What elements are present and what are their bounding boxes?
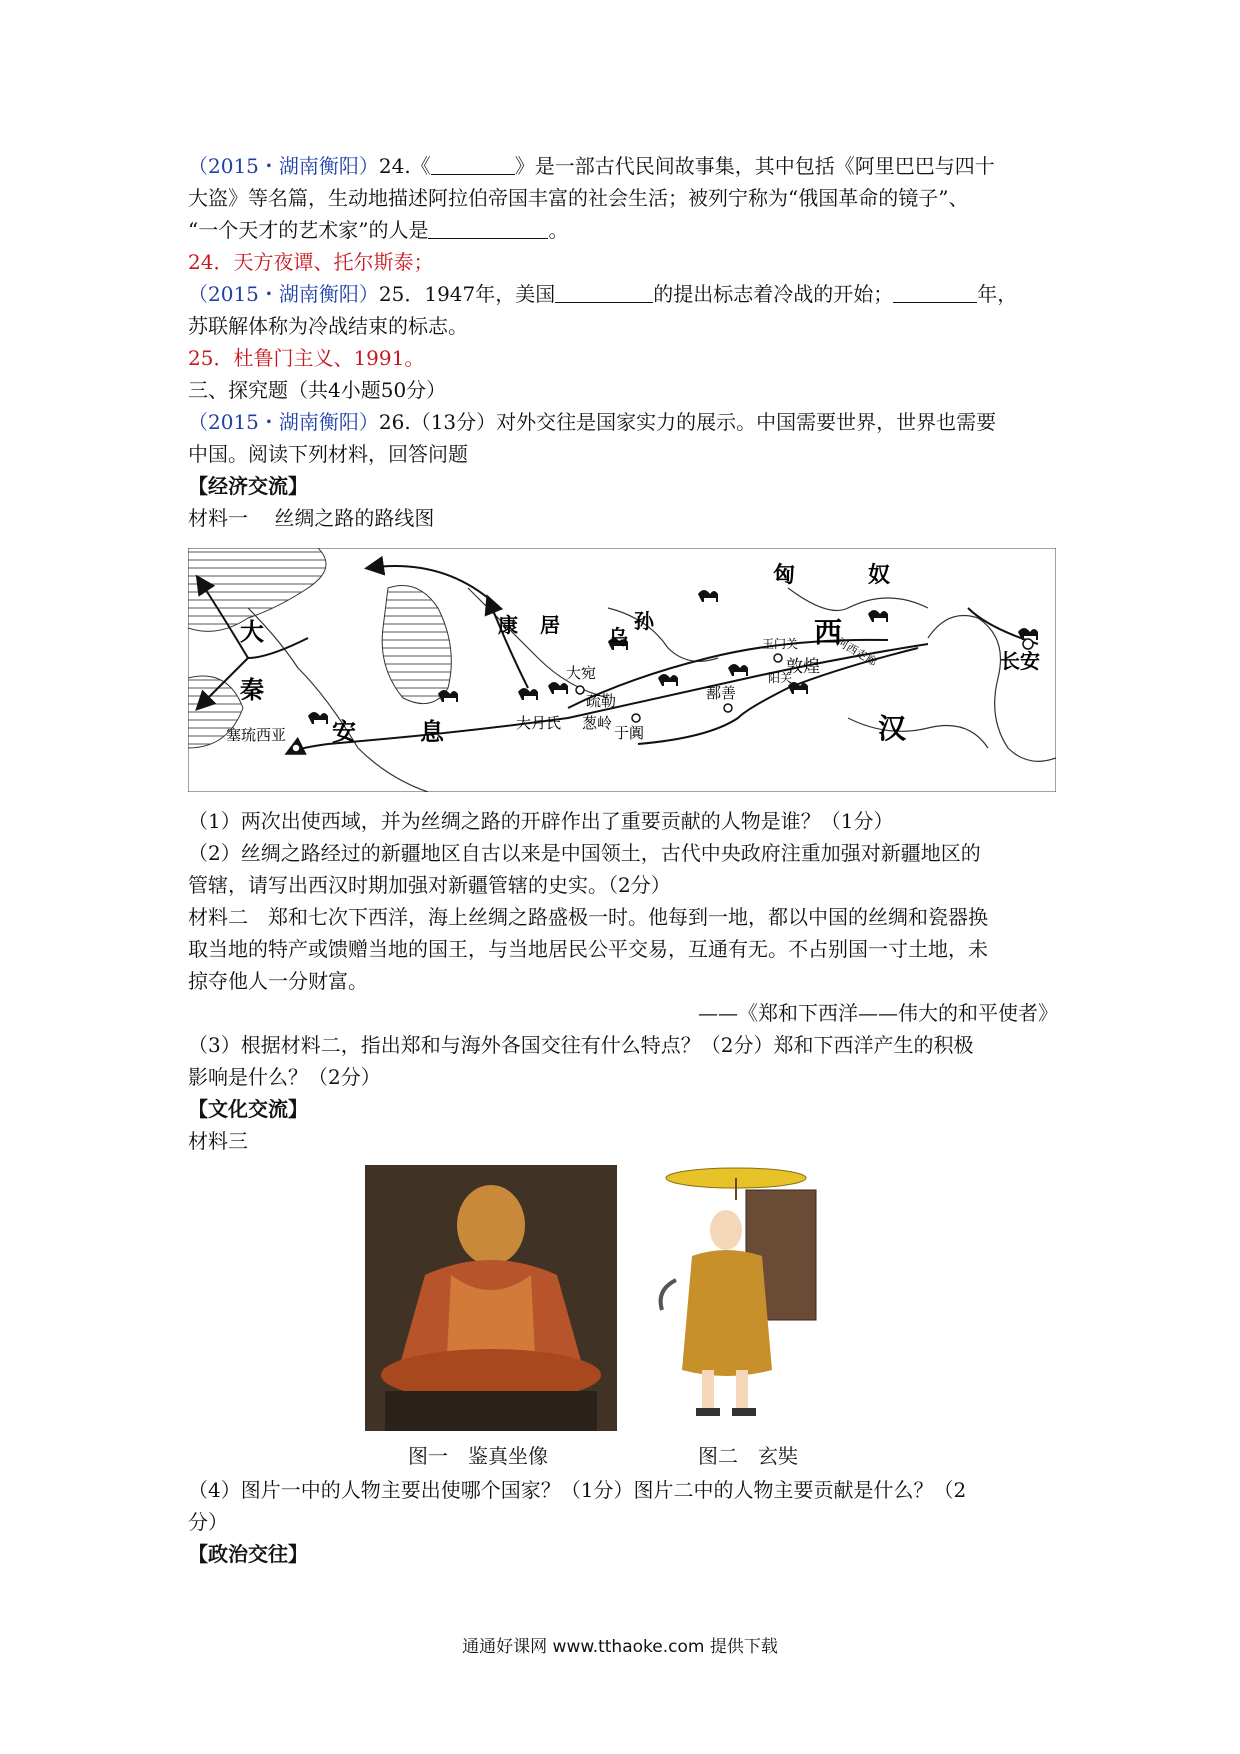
culture-heading: 【文化交流】: [188, 1097, 308, 1121]
q26-source: （2015・湖南衡阳）: [188, 410, 379, 434]
material2-line2: 取当地的特产或馈赠当地的国王，与当地居民公平交易，互通有无。不占别国一寸土地，未: [188, 937, 988, 961]
figure1-caption: 图一 鉴真坐像: [408, 1444, 548, 1468]
sub-question-3-line1: （3）根据材料二，指出郑和与海外各国交往有什么特点？（2分）郑和下西洋产生的积极: [188, 1033, 974, 1057]
q26-line1: [188, 406, 1058, 438]
q24-answer: 24．天方夜谭、托尔斯泰；: [188, 250, 434, 274]
figure2-caption: 图二 玄奘: [698, 1444, 798, 1468]
q24-source: （2015・湖南衡阳）: [188, 154, 379, 178]
q24-text-b: 》是一部古代民间故事集，其中包括《阿里巴巴与四十: [514, 154, 995, 178]
map-label-dunhuang: 敦煌: [786, 657, 820, 677]
q24-line2: 大盗》等名篇，生动地描述阿拉伯帝国丰富的社会生活；被列宁称为“俄国革命的镜子”、: [188, 186, 969, 210]
econ-heading: 【经济交流】: [188, 474, 308, 498]
q25-line2: 苏联解体称为冷战结束的标志。: [188, 314, 468, 338]
politics-heading: 【政治交往】: [188, 1542, 308, 1566]
q25-answer: 25．杜鲁门主义、1991。: [188, 346, 425, 370]
q24-line1: [188, 150, 1058, 182]
map-label-shule: 疏勒: [586, 692, 617, 710]
q25-blank1[interactable]: [555, 280, 653, 303]
q24-text-d: 。: [548, 218, 569, 242]
q24-blank1[interactable]: [431, 152, 515, 175]
material2-line1: 材料二 郑和七次下西洋，海上丝绸之路盛极一时。他每到一地，都以中国的丝绸和瓷器换: [188, 905, 988, 929]
map-label-congling: 葱岭: [582, 714, 613, 732]
sub-question-1: （1）两次出使西域，并为丝绸之路的开辟作出了重要贡献的人物是谁？（1分）: [188, 809, 894, 833]
map-label-xiongnu-1: 匈: [773, 563, 796, 588]
map-label-dawan: 大宛: [566, 664, 597, 682]
q25-text-a: 25．1947年，美国: [378, 282, 556, 306]
sub-question-2-line2: 管辖，请写出西汉时期加强对新疆管辖的史实。（2分）: [188, 873, 671, 897]
xuanzang-image: [626, 1160, 868, 1430]
map-label-changan: 长安: [1000, 649, 1040, 673]
map-label-yutian: 于阗: [614, 724, 645, 742]
material3-title: 材料三: [188, 1129, 248, 1153]
map-label-yumenguan: 玉门关: [762, 637, 799, 651]
map-label-qin: 秦: [240, 676, 264, 704]
map-label-hexi: 河西走廊: [834, 635, 880, 669]
q24-blank2[interactable]: [428, 216, 548, 239]
q26-text-a: 26.（13分）对外交往是国家实力的展示。中国需要世界，世界也需要: [378, 410, 997, 434]
sub-question-2-line1: （2）丝绸之路经过的新疆地区自古以来是中国领土，古代中央政府注重加强对新疆地区的: [188, 841, 981, 865]
map-label-anxi-2: 息: [420, 718, 444, 746]
footer-download-note: 通通好课网 www.tthaoke.com 提供下载: [462, 1637, 778, 1657]
map-label-dayuezhi: 大月氏: [516, 714, 562, 732]
sub-question-3-line2: 影响是什么？（2分）: [188, 1065, 381, 1089]
map-label-kangju-1: 康: [498, 613, 518, 637]
map-label-shanshan: 鄯善: [706, 684, 737, 702]
q25-text-c: 年，: [977, 282, 1018, 306]
q24-line3: [188, 214, 1058, 246]
map-label-han: 汉: [878, 712, 907, 745]
q25-blank2[interactable]: [893, 280, 977, 303]
q26-line2: 中国。阅读下列材料，回答问题: [188, 442, 468, 466]
section-title: 三、探究题（共4小题50分）: [188, 378, 447, 402]
map-label-wusun-1: 乌: [608, 625, 628, 649]
map-label-da: 大: [240, 618, 264, 646]
material2-citation: ——《郑和下西洋——伟大的和平使者》: [698, 1001, 1058, 1025]
q25-line1: [188, 278, 1058, 310]
map-label-kangju-2: 居: [540, 613, 560, 637]
map-label-seleucia: 塞琉西亚: [226, 726, 287, 744]
q24-text-a: 24.《: [378, 154, 431, 178]
material1-title: 材料一 丝绸之路的路线图: [188, 506, 435, 530]
jianzhen-statue-image: [365, 1165, 617, 1431]
silk-road-map: [188, 548, 1056, 792]
map-label-wusun-2: 孙: [634, 609, 654, 633]
map-label-xiongnu-2: 奴: [868, 563, 891, 588]
q25-text-b: 的提出标志着冷战的开始；: [653, 282, 894, 306]
material2-line3: 掠夺他人一分财富。: [188, 969, 368, 993]
q25-source: （2015・湖南衡阳）: [188, 282, 379, 306]
q24-text-c: “一个天才的艺术家”的人是: [188, 218, 429, 242]
map-label-yangguan: 阳关: [768, 671, 793, 685]
sub-question-4-line1: （4）图片一中的人物主要出使哪个国家？（1分）图片二中的人物主要贡献是什么？（2: [188, 1478, 967, 1502]
map-label-xi: 西: [814, 616, 843, 649]
map-label-anxi-1: 安: [332, 718, 356, 746]
sub-question-4-line2: 分）: [188, 1510, 228, 1534]
